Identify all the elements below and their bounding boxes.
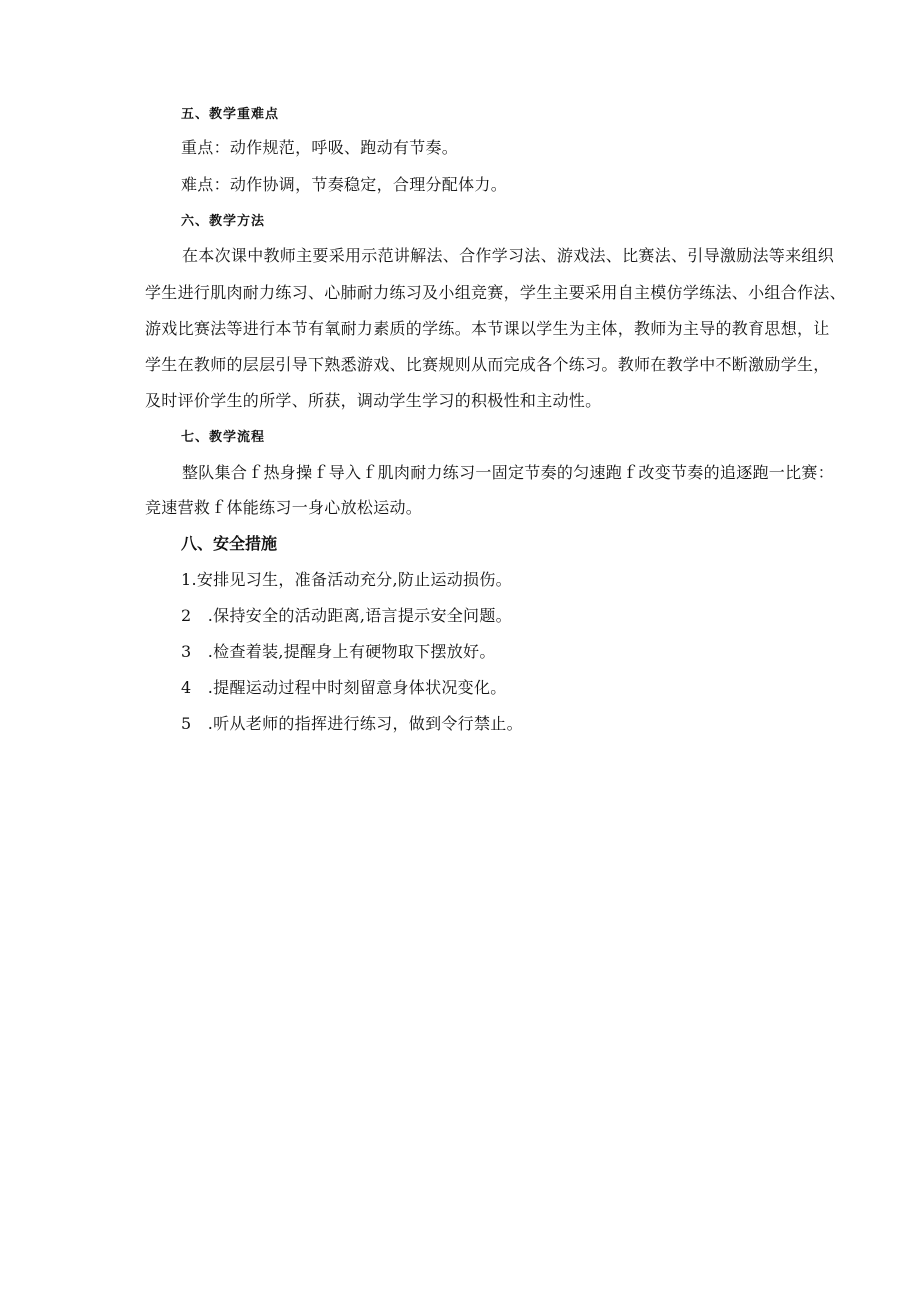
paragraph-line: 及时评价学生的所学、所获，调动学生学习的积极性和主动性。	[145, 391, 602, 410]
section5-heading: 五、教学重难点	[181, 107, 280, 122]
key-point-text: 重点：动作规范，呼吸、跑动有节奏。	[181, 138, 459, 157]
paragraph-line: 整队集合ｆ热身操ｆ导入ｆ肌肉耐力练习一固定节奏的匀速跑ｆ改变节奏的追逐跑一比赛：	[182, 463, 835, 482]
list-item: 2 .保持安全的活动距离,语言提示安全问题。	[181, 606, 512, 625]
list-item: 3 .检查着装,提醒身上有硬物取下摆放好。	[181, 642, 496, 661]
section8-heading: 八、安全措施	[181, 534, 278, 553]
section6-heading: 六、教学方法	[181, 214, 266, 229]
list-item: 1.安排见习生，准备活动充分,防止运动损伤。	[181, 570, 512, 589]
paragraph-line: 学生在教师的层层引导下熟悉游戏、比赛规则从而完成各个练习。教师在教学中不断激励学生，	[145, 355, 830, 374]
paragraph-line: 竞速营救ｆ体能练习一身心放松运动。	[145, 498, 423, 517]
paragraph-line: 游戏比赛法等进行本节有氧耐力素质的学练。本节课以学生为主体，教师为主导的教育思想，让	[145, 319, 830, 338]
paragraph-line: 在本次课中教师主要采用示范讲解法、合作学习法、游戏法、比赛法、引导激励法等来组织	[182, 246, 835, 265]
list-item: 4 .提醒运动过程中时刻留意身体状况变化。	[181, 678, 507, 697]
paragraph-line: 学生进行肌肉耐力练习、心肺耐力练习及小组竞赛，学生主要采用自主模仿学练法、小组合作法、	[145, 283, 846, 302]
list-item: 5 .听从老师的指挥进行练习，做到令行禁止。	[181, 714, 523, 733]
section7-heading: 七、教学流程	[181, 430, 266, 445]
difficulty-text: 难点：动作协调，节奏稳定，合理分配体力。	[181, 175, 508, 194]
